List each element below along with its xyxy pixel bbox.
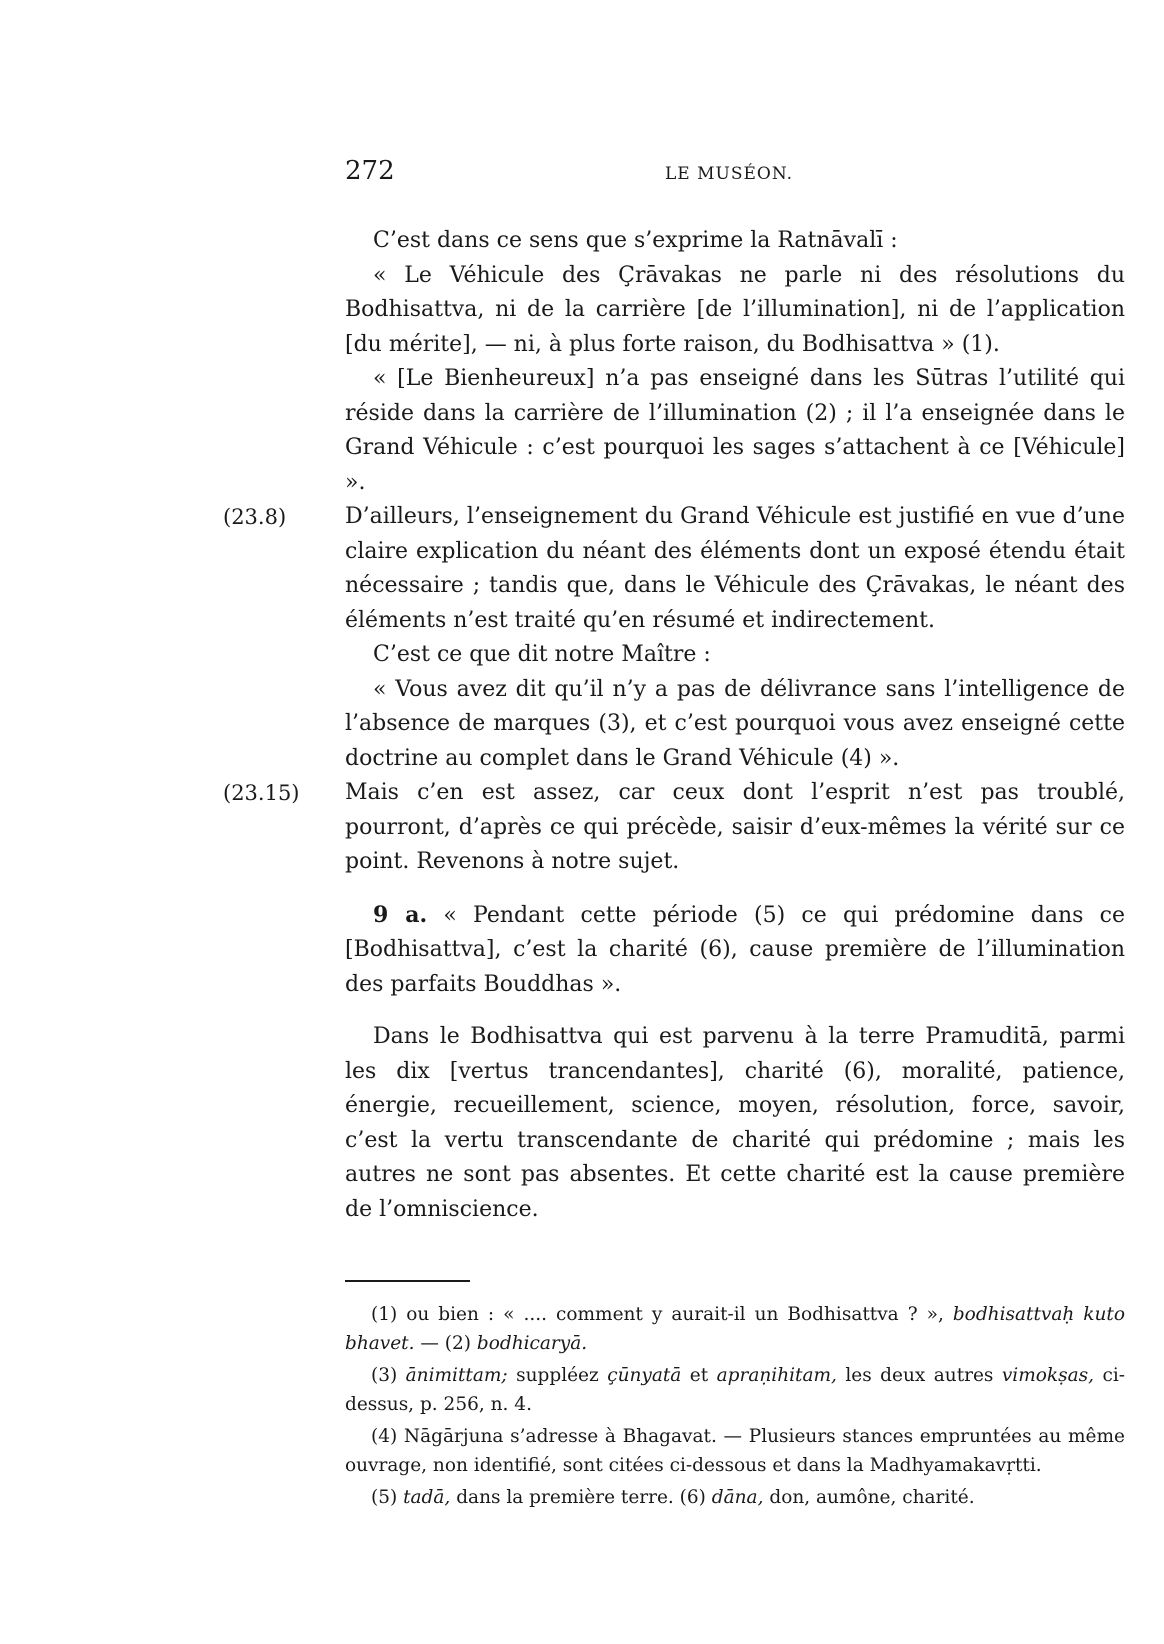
footnote-text: suppléez	[507, 1365, 608, 1386]
footnote-term: dāna,	[711, 1487, 764, 1508]
margin-reference: (23.15)	[223, 781, 300, 805]
footnote-text: et	[681, 1365, 717, 1386]
footnote-term: ānimittam;	[405, 1365, 508, 1386]
page-header	[345, 156, 1125, 196]
footnote-divider	[345, 1280, 470, 1282]
footnote-text: (3)	[371, 1365, 406, 1386]
running-title: LE MUSÉON.	[665, 164, 794, 184]
paragraph: Dans le Bodhisattva qui est parvenu à la terre Pramuditā, parmi les dix [vertus trancendantes], charité (6), moralité, patience, énergie, recueillement, science, moyen, résolution, force, savoir, c’est la vertu transcendante de charité qui prédomine ; mais les autres ne sont pas absentes. Et cette charité est la cause première de l’omniscience.	[345, 1024, 1125, 1222]
footnote-term: vimokṣas,	[1001, 1365, 1095, 1386]
quote-paragraph: « Le Véhicule des Çrāvakas ne parle ni des résolutions du Bodhisattva, ni de la carrière [de l’illumination], ni de l’application [du mérite], — ni, à plus forte raison, du Bodhisattva » (1).	[345, 262, 1125, 357]
footnote	[345, 1483, 1125, 1512]
paragraph-with-ref	[223, 500, 1125, 638]
paragraph-with-ref	[223, 776, 1125, 880]
main-text	[223, 224, 1125, 1227]
footnote-text: don, aumône, charité.	[763, 1487, 975, 1508]
footnote-text: ci-dessus, p. 256, n. 4.	[345, 1365, 1126, 1415]
footnote	[345, 1361, 1125, 1419]
verse-text: « Pendant cette période (5) ce qui prédomine dans ce [Bodhisattva], c’est la charité (6), cause première de l’illumination des parfaits Bouddhas ».	[345, 902, 1125, 997]
paragraph-text: D’ailleurs, l’enseignement du Grand Véhicule est justifié en vue d’une claire explication du néant des éléments dont un exposé étendu était nécessaire ; tandis que, dans le Véhicule des Çrāvakas, le néant des éléments n’est traité qu’en résumé et indirectement.	[345, 504, 1125, 633]
quote-paragraph: « Vous avez dit qu’il n’y a pas de délivrance sans l’intelligence de l’absence de marques (3), et c’est pourquoi vous avez enseigné cette doctrine au complet dans le Grand Véhicule (4) ».	[345, 676, 1125, 771]
footnote-text: les deux autres	[836, 1365, 1002, 1386]
page-number: 272	[345, 156, 395, 186]
paragraph-text: Mais c’en est assez, car ceux dont l’esprit n’est pas troublé, pourront, d’après ce qui précède, saisir d’eux-mêmes la vérité sur ce point. Revenons à notre sujet.	[345, 780, 1125, 874]
verse-paragraph	[345, 898, 1125, 1003]
paragraph: C’est dans ce sens que s’exprime la Ratnāvalī :	[373, 228, 898, 253]
verse-number: 9 a.	[373, 901, 428, 928]
footnote-text: dans la première terre. (6)	[450, 1487, 712, 1508]
quote-paragraph: « [Le Bienheureux] n’a pas enseigné dans les Sūtras l’utilité qui réside dans la carrière de l’illumination (2) ; il l’a enseignée dans le Grand Véhicule : c’est pourquoi les sages s’attachent à ce [Véhicule] ».	[345, 366, 1125, 495]
footnote-text: (1) ou bien : « .... comment y aurait-il un Bodhisattva ? »,	[371, 1304, 953, 1325]
paragraph: C’est ce que dit notre Maître :	[373, 642, 711, 667]
footnote-text: (5)	[371, 1487, 404, 1508]
margin-reference: (23.8)	[223, 505, 287, 529]
footnote: (4) Nāgārjuna s’adresse à Bhagavat. — Plusieurs stances empruntées au même ouvrage, non identifié, sont citées ci-dessous et dans la Madhyamakavṛtti.	[345, 1426, 1125, 1476]
footnote-term: apraṇihitam,	[716, 1365, 837, 1386]
footnote-term: bodhisattvaḥ kuto bhavet.	[345, 1304, 1125, 1354]
footnote-term: çūnyatā	[607, 1365, 682, 1386]
footnote-term: bodhicaryā.	[476, 1333, 588, 1354]
footnote-term: tadā,	[403, 1487, 451, 1508]
footnote-text: — (2)	[414, 1333, 477, 1354]
footnotes	[345, 1300, 1125, 1515]
footnote	[345, 1300, 1125, 1358]
